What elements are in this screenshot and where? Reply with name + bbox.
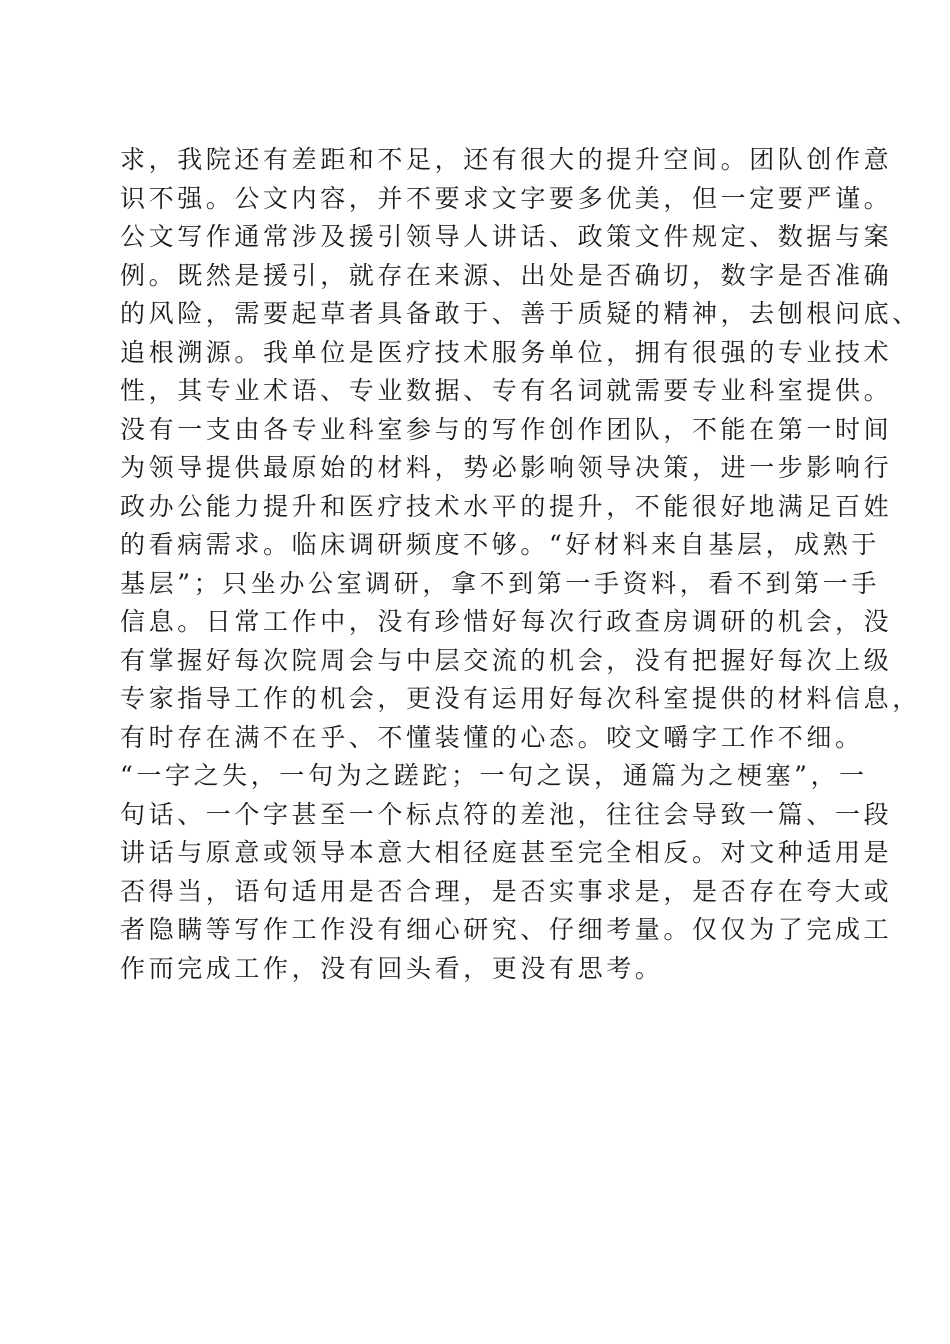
text-line: 有掌握好每次院周会与中层交流的机会，没有把握好每次上级 — [120, 645, 893, 675]
text-line: 专家指导工作的机会，更没有运用好每次科室提供的材料信息， — [120, 684, 921, 713]
text-line: 为领导提供最原始的材料，势必影响领导决策，进一步影响行 — [120, 453, 893, 482]
text-line: 求，我院还有差距和不足，还有很大的提升空间。团队创作意 — [120, 145, 893, 174]
text-line: 的看病需求。临床调研频度不够。“好材料来自基层，成熟于 — [120, 530, 880, 559]
text-line: 公文写作通常涉及援引领导人讲话、政策文件规定、数据与案 — [120, 222, 893, 251]
text-line: 的风险，需要起草者具备敢于、善于质疑的精神，去刨根问底、 — [120, 299, 921, 328]
text-line: 否得当，语句适用是否合理，是否实事求是，是否存在夸大或 — [120, 876, 893, 906]
text-line: 没有一支由各专业科室参与的写作创作团队，不能在第一时间 — [120, 414, 893, 444]
text-line: 追根溯源。我单位是医疗技术服务单位，拥有很强的专业技术 — [120, 337, 893, 367]
text-line: 信息。日常工作中，没有珍惜好每次行政查房调研的机会，没 — [120, 607, 893, 636]
text-line: 有时存在满不在乎、不懂装懂的心态。咬文嚼字工作不细。 — [120, 722, 864, 752]
text-line: 者隐瞒等写作工作没有细心研究、仔细考量。仅仅为了完成工 — [120, 915, 893, 944]
text-line: 性，其专业术语、专业数据、专有名词就需要专业科室提供。 — [120, 376, 893, 405]
text-line: 作而完成工作，没有回头看，更没有思考。 — [120, 953, 664, 983]
text-line: 政办公能力提升和医疗技术水平的提升，不能很好地满足百姓 — [120, 491, 893, 521]
text-line: 讲话与原意或领导本意大相径庭甚至完全相反。对文种适用是 — [120, 838, 893, 867]
text-line: “一字之失，一句为之蹉跎；一句之误，通篇为之梗塞”，一 — [120, 761, 868, 790]
text-line: 句话、一个字甚至一个标点符的差池，往往会导致一篇、一段 — [120, 799, 893, 829]
text-line: 基层”；只坐办公室调研，拿不到第一手资料，看不到第一手 — [120, 568, 880, 598]
text-line: 识不强。公文内容，并不要求文字要多优美，但一定要严谨。 — [120, 183, 893, 213]
text-line: 例。既然是援引，就存在来源、出处是否确切，数字是否准确 — [120, 260, 893, 290]
document-body — [120, 141, 921, 988]
